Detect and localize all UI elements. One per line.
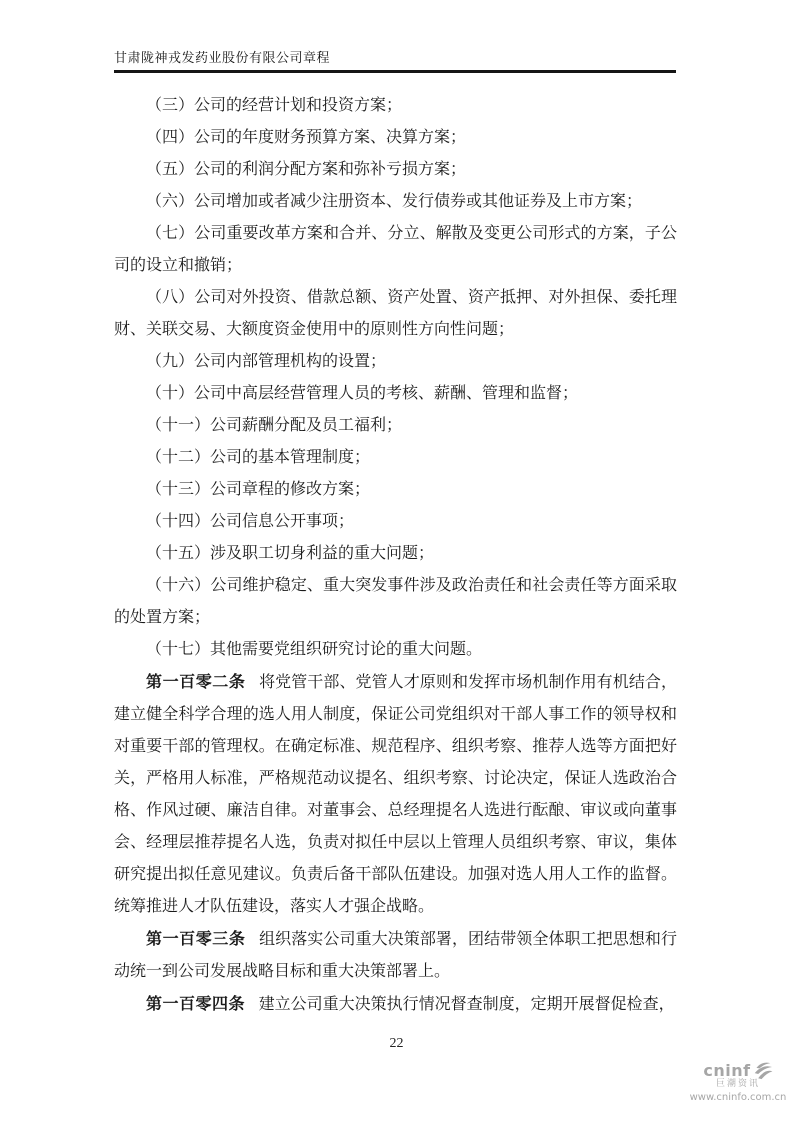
article-paragraph	[114, 666, 677, 923]
list-item: （八）公司对外投资、借款总额、资产处置、资产抵押、对外担保、委托理财、关联交易、大额度资金使用中的原则性方向性问题；	[114, 289, 677, 338]
page-header	[114, 47, 676, 73]
list-item: （七）公司重要改革方案和合并、分立、解散及变更公司形式的方案，子公司的设立和撤销；	[114, 225, 677, 274]
article-paragraph	[114, 988, 677, 1021]
article-text: 建立公司重大决策执行情况督查制度，定期开展督促检查，	[258, 996, 675, 1013]
list-item: （十四）公司信息公开事项；	[146, 513, 355, 530]
list-item: （六）公司增加或者减少注册资本、发行债券或其他证券及上市方案；	[146, 193, 643, 210]
list-item: （四）公司的年度财务预算方案、决算方案；	[146, 129, 467, 146]
cninfo-swirl-logo-icon	[752, 1061, 773, 1080]
list-item: （十五）涉及职工切身利益的重大问题；	[146, 545, 435, 562]
cninfo-brand: cninf	[703, 1060, 751, 1080]
article-text: 组织落实公司重大决策部署，团结带领全体职工把思想和行动统一到公司发展战略目标和重大决策部署上。	[114, 931, 677, 980]
cninfo-url: www.cninfo.com.cn	[689, 1091, 787, 1103]
list-item: （十）公司中高层经营管理人员的考核、薪酬、管理和监督；	[146, 385, 579, 402]
list-item: （十二）公司的基本管理制度；	[146, 449, 371, 466]
list-item: （九）公司内部管理机构的设置；	[146, 353, 387, 370]
article-paragraph	[114, 923, 677, 988]
header-rule	[114, 70, 676, 73]
article-text: 将党管干部、党管人才原则和发挥市场机制作用有机结合，建立健全科学合理的选人用人制度，保证公司党组织对干部人事工作的领导权和对重要干部的管理权。在确定标准、规范程序、组织考察、推荐人选等方面把好关，严格用人标准，严格规范动议提名、组织考察、讨论决定，保证人选政治合格、作风过硬、廉洁自律。对董事会、总经理提名人选进行酝酿、审议或向董事会、经理层推荐提名人选，负责对拟任中层以上管理人员组织考察、审议，集体研究提出拟任意见建议。负责后备干部队伍建设。加强对选人用人工作的监督。统筹推进人才队伍建设，落实人才强企战略。	[114, 674, 677, 915]
list-item: （五）公司的利润分配方案和弥补亏损方案；	[146, 161, 467, 178]
cninfo-watermark	[687, 1061, 789, 1103]
header-title: 甘肃陇神戎发药业股份有限公司章程	[114, 50, 331, 65]
list-item: （十七）其他需要党组织研究讨论的重大问题。	[146, 641, 483, 658]
list-item: （十三）公司章程的修改方案；	[146, 481, 371, 498]
list-item: （十六）公司维护稳定、重大突发事件涉及政治责任和社会责任等方面采取的处置方案；	[114, 577, 677, 626]
page-footer	[0, 1036, 793, 1052]
list-item: （十一）公司薪酬分配及员工福利；	[146, 417, 403, 434]
article-number: 第一百零四条	[146, 994, 246, 1013]
page-number: 22	[389, 1036, 404, 1051]
document-body	[114, 90, 677, 1021]
list-item: （三）公司的经营计划和投资方案；	[146, 97, 403, 114]
article-number: 第一百零二条	[146, 672, 246, 691]
cninfo-name: 巨潮资讯	[715, 1079, 760, 1089]
cninfo-brand-row	[687, 1061, 789, 1080]
article-number: 第一百零三条	[146, 929, 246, 948]
